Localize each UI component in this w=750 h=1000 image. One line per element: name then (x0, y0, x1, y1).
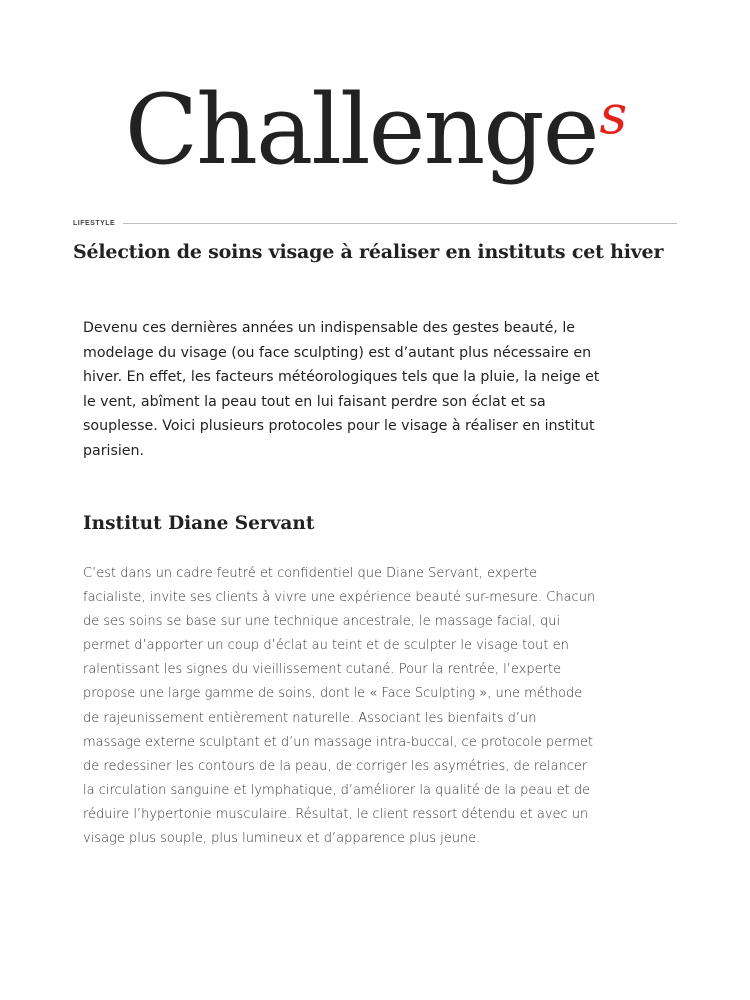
article-intro: Devenu ces dernières années un indispensable des gestes beauté, le modelage du visage (ou face sculpting) est d’autant plus nécessaire en hiver. En effet, les facteurs météorologiques tels que la pluie, la neige et le vent, abîment la peau tout en lui faisant perdre son éclat et sa souplesse. Voici plusieurs protocoles pour le visage à réaliser en institut parisien. (83, 320, 600, 459)
challenges-logo[interactable] (0, 55, 750, 190)
section-body: C’est dans un cadre feutré et confidentiel que Diane Servant, experte facialiste, invite ses clients à vivre une expérience beauté sur-mesure. Chacun de ses soins se base sur une technique ancestrale, le massage facial, qui permet d’apporter un coup d’éclat au teint et de sculpter le visage tout en ralentissant les signes du vieillissement cutané. Pour la rentrée, l’experte propose une large gamme de soins, dont le « Face Sculpting », une méthode de rajeunissement entièrement naturelle. Associant les bienfaits d’un massage externe sculptant et d’un massage intra-buccal, ce protocole permet de redessiner les contours de la peau, de corriger les asymétries, de relancer la circulation sanguine et lymphatique, d’améliorer la qualité de la peau et de réduire l’hypertonie musculaire. Résultat, le client ressort détendu et avec un visage plus souple, plus lumineux et d’apparence plus jeune. (83, 566, 596, 847)
section-heading: Institut Diane Servant (83, 513, 315, 534)
logo-main-text: Challenge (124, 74, 598, 186)
logo-accent-letter: s (599, 83, 626, 146)
section-divider (123, 223, 677, 224)
section-header (73, 217, 677, 229)
article-title: Sélection de soins visage à réaliser en instituts cet hiver (73, 241, 664, 263)
section-label[interactable]: LIFESTYLE (73, 219, 116, 227)
